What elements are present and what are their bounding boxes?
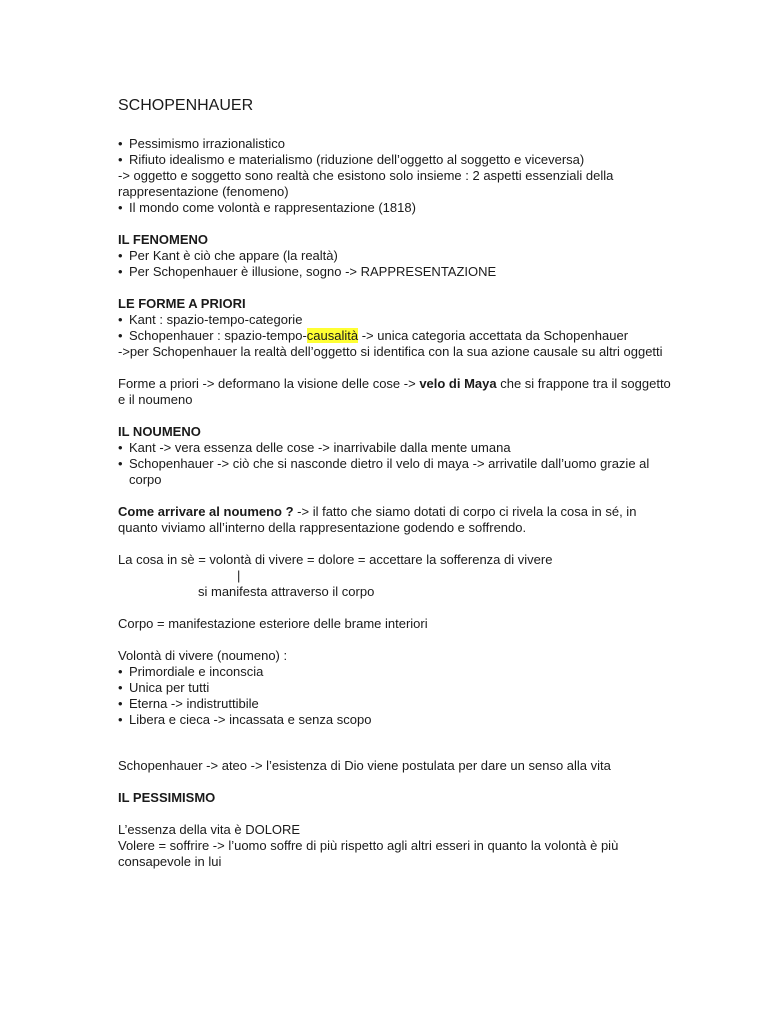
bold-question: Come arrivare al noumeno ? <box>118 504 294 519</box>
list-item: • Rifiuto idealismo e materialismo (riduzione dell’oggetto al soggetto e viceversa) <box>118 152 678 168</box>
spacer <box>118 280 678 296</box>
volonta-list <box>118 664 678 728</box>
corpo-line: Corpo = manifestazione esteriore delle brame interiori <box>118 616 428 631</box>
volonta-title: Volontà di vivere (noumeno) : <box>118 648 288 663</box>
cosa-in-se-line: La cosa in sè = volontà di vivere = dolore = accettare la sofferenza di vivere <box>118 552 553 567</box>
text-segment: Forme a priori -> deformano la visione delle cose -> <box>118 376 420 391</box>
list-item: • Kant : spazio-tempo-categorie <box>118 312 678 328</box>
forme-paragraph <box>118 376 678 408</box>
spacer <box>118 216 678 232</box>
bold-term: velo di Maya <box>419 376 497 391</box>
spacer <box>118 536 678 552</box>
spacer <box>118 360 678 376</box>
spacer <box>118 774 678 790</box>
spacer <box>118 806 678 822</box>
list-item: • Kant -> vera essenza delle cose -> inarrivabile dalla mente umana <box>118 440 678 456</box>
list-item: • Eterna -> indistruttibile <box>118 696 678 712</box>
manifesta-line: si manifesta attraverso il corpo <box>198 584 375 599</box>
list-item: • Unica per tutti <box>118 680 678 696</box>
section-heading-forme: LE FORME A PRIORI <box>118 296 246 311</box>
intro-line: -> oggetto e soggetto sono realtà che esistono solo insieme : 2 aspetti essenziali della rappresentazione (fenomeno) <box>118 168 614 199</box>
list-item: • Pessimismo irrazionalistico <box>118 136 678 152</box>
section-heading-pessimismo: IL PESSIMISMO <box>118 790 216 805</box>
section-heading-fenomeno: IL FENOMENO <box>118 232 209 247</box>
connector-pipe: | <box>237 568 241 583</box>
document-body <box>118 96 678 870</box>
spacer <box>118 488 678 504</box>
page-title: SCHOPENHAUER <box>118 97 254 114</box>
ateo-line: Schopenhauer -> ateo -> l’esistenza di Dio viene postulata per dare un senso alla vita <box>118 758 611 773</box>
forme-list <box>118 312 678 344</box>
question-paragraph <box>118 504 678 536</box>
spacer <box>118 600 678 616</box>
spacer <box>118 728 678 758</box>
list-item: • Libera e cieca -> incassata e senza scopo <box>118 712 678 728</box>
pessimismo-line-1: L’essenza della vita è DOLORE <box>118 822 301 837</box>
list-item: • Schopenhauer -> ciò che si nasconde dietro il velo di maya -> arrivatile dall’uomo grazie al corpo <box>118 456 678 488</box>
forme-line: ->per Schopenhauer la realtà dell’oggetto si identifica con la sua azione causale su altri oggetti <box>118 344 663 359</box>
text-segment: che si frappone tra il soggetto e il noumeno <box>118 376 671 407</box>
text-segment: Schopenhauer : spazio-tempo- <box>129 328 307 343</box>
text-segment: -> il fatto che siamo dotati di corpo ci rivela la cosa in sé, in quanto viviamo all’interno della rappresentazione godendo e soffrendo. <box>118 504 637 535</box>
intro-list-2 <box>118 200 678 216</box>
section-heading-noumeno: IL NOUMENO <box>118 424 201 439</box>
spacer <box>118 632 678 648</box>
list-item <box>118 328 678 344</box>
list-item: • Primordiale e inconscia <box>118 664 678 680</box>
pessimismo-line-2: Volere = soffrire -> l’uomo soffre di più rispetto agli altri esseri in quanto la volontà è più consapevole in lui <box>118 838 619 869</box>
noumeno-list <box>118 440 678 488</box>
intro-list <box>118 136 678 168</box>
list-item: • Per Schopenhauer è illusione, sogno -> RAPPRESENTAZIONE <box>118 264 678 280</box>
fenomeno-list <box>118 248 678 280</box>
spacer <box>118 408 678 424</box>
highlighted-word: causalità <box>306 328 359 343</box>
list-item: • Il mondo come volontà e rappresentazione (1818) <box>118 200 678 216</box>
list-item: • Per Kant è ciò che appare (la realtà) <box>118 248 678 264</box>
text-segment: -> unica categoria accettata da Schopenhauer <box>358 328 629 343</box>
